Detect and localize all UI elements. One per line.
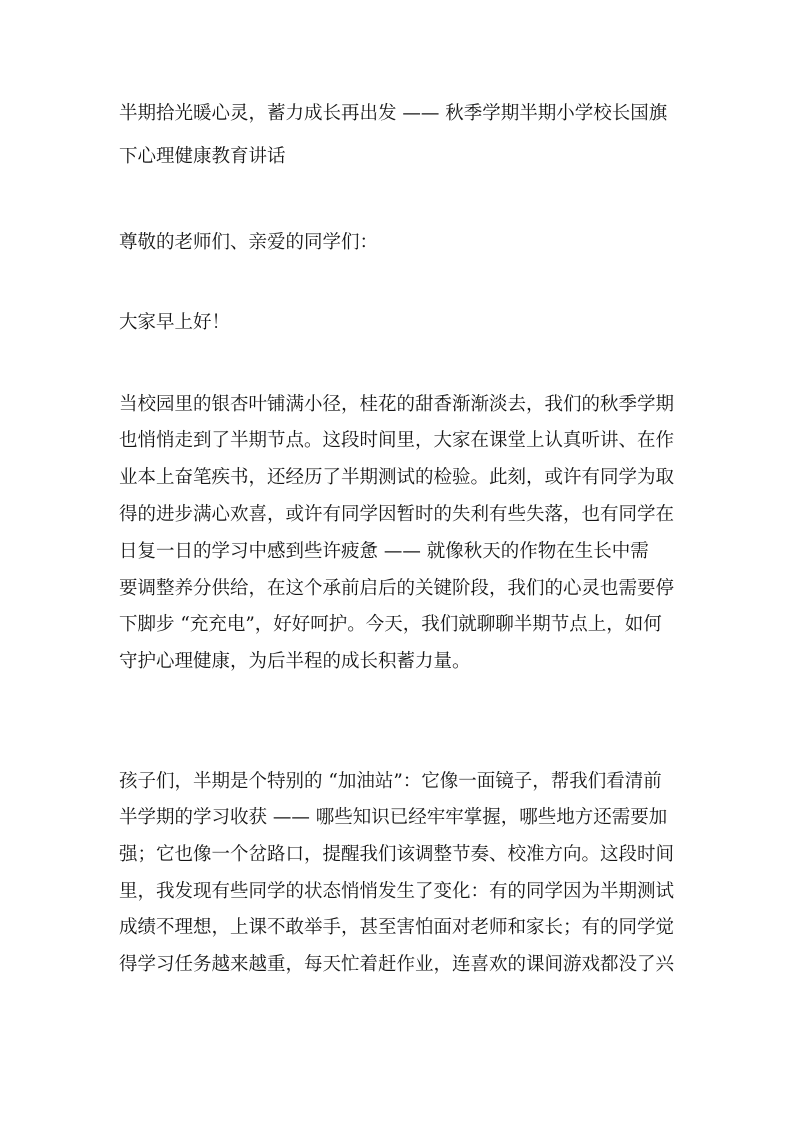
paragraph-line: 里，我发现有些同学的状态悄悄发生了变化：有的同学因为半期测试 [119,881,675,902]
title-line-1: 半期拾光暖心灵，蓄力成长再出发 —— 秋季学期半期小学校长国旗 [119,103,668,124]
paragraph-line: 也悄悄走到了半期节点。这段时间里，大家在课堂上认真听讲、在作 [119,430,675,451]
paragraph-line: 要调整养分供给，在这个承前启后的关键阶段，我们的心灵也需要停 [119,578,675,599]
salutation: 尊敬的老师们、亲爱的同学们： [119,232,379,253]
paragraph-line: 成绩不理想，上课不敢举手，甚至害怕面对老师和家长；有的同学觉 [119,917,675,938]
paragraph-line: 日复一日的学习中感到些许疲惫 —— 就像秋天的作物在生长中需 [119,541,649,562]
title-line-2: 下心理健康教育讲话 [119,146,286,167]
paragraph-line: 下脚步 “充充电”，好好呵护。今天，我们就聊聊半期节点上，如何 [119,614,662,635]
paragraph-line: 强；它也像一个岔路口，提醒我们该调整节奏、校准方向。这段时间 [119,844,675,865]
paragraph-line: 得的进步满心欢喜，或许有同学因暂时的失利有些失落，也有同学在 [119,504,675,525]
paragraph-line: 守护心理健康，为后半程的成长积蓄力量。 [119,651,471,672]
greeting: 大家早上好！ [119,312,231,333]
paragraph-line: 业本上奋笔疾书，还经历了半期测试的检验。此刻，或许有同学为取 [119,467,675,488]
paragraph-line: 得学习任务越来越重，每天忙着赶作业，连喜欢的课间游戏都没了兴 [119,954,675,975]
paragraph-line: 当校园里的银杏叶铺满小径，桂花的甜香渐渐淡去，我们的秋季学期 [119,394,675,415]
paragraph-line: 孩子们，半期是个特别的 “加油站”：它像一面镜子，帮我们看清前 [119,771,662,792]
paragraph-line: 半学期的学习收获 —— 哪些知识已经牢牢掌握，哪些地方还需要加 [119,807,668,828]
